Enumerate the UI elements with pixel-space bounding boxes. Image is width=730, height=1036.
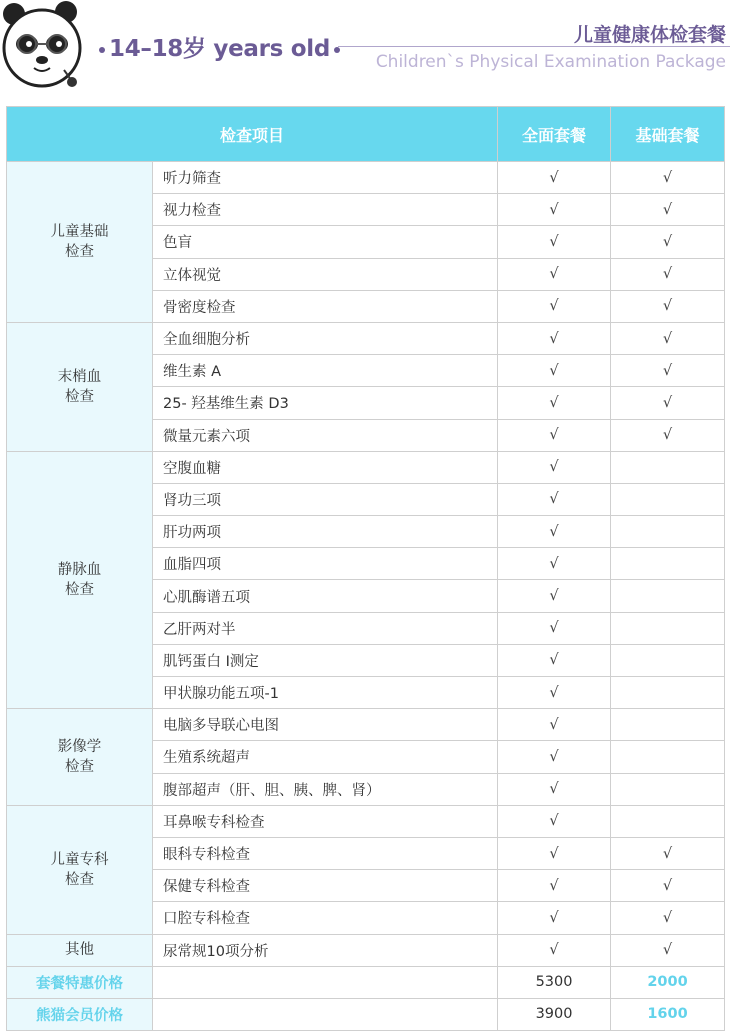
item-name: 尿常规10项分析 xyxy=(153,934,498,966)
full-package-check: √ xyxy=(498,870,611,902)
item-name: 肾功三项 xyxy=(153,483,498,515)
category-cell xyxy=(7,709,153,806)
full-package-check: √ xyxy=(498,644,611,676)
table-row xyxy=(7,162,725,194)
item-name: 生殖系统超声 xyxy=(153,741,498,773)
header-basic-package: 基础套餐 xyxy=(611,107,725,162)
full-package-check: √ xyxy=(498,580,611,612)
basic-package-check xyxy=(611,677,725,709)
basic-package-check xyxy=(611,741,725,773)
category-cell xyxy=(7,162,153,323)
item-name: 乙肝两对半 xyxy=(153,612,498,644)
item-name: 色盲 xyxy=(153,226,498,258)
page-title-cn: 儿童健康体检套餐 xyxy=(573,24,726,46)
price-label: 套餐特惠价格 xyxy=(7,966,153,998)
category-label: 儿童基础 xyxy=(50,223,109,240)
full-package-check: √ xyxy=(498,677,611,709)
full-package-check: √ xyxy=(498,355,611,387)
item-name: 耳鼻喉专科检查 xyxy=(153,805,498,837)
item-name: 心肌酶谱五项 xyxy=(153,580,498,612)
basic-package-check xyxy=(611,516,725,548)
table-body xyxy=(7,162,725,1031)
basic-package-price: 1600 xyxy=(611,998,725,1030)
category-label: 检查 xyxy=(65,581,94,598)
full-package-check: √ xyxy=(498,387,611,419)
header-full-package: 全面套餐 xyxy=(498,107,611,162)
basic-package-check xyxy=(611,805,725,837)
basic-package-check: √ xyxy=(611,837,725,869)
item-name: 微量元素六项 xyxy=(153,419,498,451)
price-row xyxy=(7,998,725,1030)
basic-package-check: √ xyxy=(611,226,725,258)
item-name: 听力筛查 xyxy=(153,162,498,194)
basic-package-check xyxy=(611,709,725,741)
age-range-text: 14–18岁 years old xyxy=(109,36,331,62)
full-package-check: √ xyxy=(498,194,611,226)
basic-package-check xyxy=(611,580,725,612)
full-package-check: √ xyxy=(498,741,611,773)
category-label: 末梢血 xyxy=(57,368,102,385)
item-name: 维生素 A xyxy=(153,355,498,387)
price-empty-cell xyxy=(153,998,498,1030)
item-name: 视力检查 xyxy=(153,194,498,226)
bullet-dot-icon xyxy=(334,47,340,53)
table-row xyxy=(7,322,725,354)
table-header-row xyxy=(7,107,725,162)
basic-package-check: √ xyxy=(611,419,725,451)
full-package-check: √ xyxy=(498,258,611,290)
item-name: 口腔专科检查 xyxy=(153,902,498,934)
full-package-check: √ xyxy=(498,902,611,934)
item-name: 肌钙蛋白 I测定 xyxy=(153,644,498,676)
category-label: 其他 xyxy=(65,942,94,959)
basic-package-check xyxy=(611,612,725,644)
basic-package-check: √ xyxy=(611,162,725,194)
table-row xyxy=(7,805,725,837)
package-table xyxy=(6,106,725,1031)
header-item: 检查项目 xyxy=(7,107,498,162)
full-package-check: √ xyxy=(498,934,611,966)
basic-package-check: √ xyxy=(611,258,725,290)
table-row xyxy=(7,709,725,741)
full-package-check: √ xyxy=(498,322,611,354)
category-cell xyxy=(7,451,153,709)
price-label: 熊猫会员价格 xyxy=(7,998,153,1030)
full-package-check: √ xyxy=(498,516,611,548)
full-package-check: √ xyxy=(498,483,611,515)
item-name: 眼科专科检查 xyxy=(153,837,498,869)
item-name: 25- 羟基维生素 D3 xyxy=(153,387,498,419)
basic-package-check xyxy=(611,451,725,483)
full-package-price: 3900 xyxy=(498,998,611,1030)
basic-package-check: √ xyxy=(611,870,725,902)
full-package-check: √ xyxy=(498,773,611,805)
category-label: 检查 xyxy=(65,243,94,260)
full-package-check: √ xyxy=(498,612,611,644)
category-cell xyxy=(7,934,153,966)
basic-package-check: √ xyxy=(611,194,725,226)
item-name: 骨密度检查 xyxy=(153,290,498,322)
category-label: 静脉血 xyxy=(57,561,102,578)
item-name: 血脂四项 xyxy=(153,548,498,580)
full-package-check: √ xyxy=(498,451,611,483)
table-row xyxy=(7,934,725,966)
item-name: 保健专科检查 xyxy=(153,870,498,902)
item-name: 腹部超声（肝、胆、胰、脾、肾） xyxy=(153,773,498,805)
page-title-en: Children`s Physical Examination Package xyxy=(375,52,726,72)
price-row xyxy=(7,966,725,998)
full-package-price: 5300 xyxy=(498,966,611,998)
item-name: 甲状腺功能五项-1 xyxy=(153,677,498,709)
category-label: 检查 xyxy=(65,871,94,888)
full-package-check: √ xyxy=(498,709,611,741)
full-package-check: √ xyxy=(498,837,611,869)
basic-package-check: √ xyxy=(611,934,725,966)
basic-package-check: √ xyxy=(611,322,725,354)
basic-package-check: √ xyxy=(611,387,725,419)
item-name: 电脑多导联心电图 xyxy=(153,709,498,741)
category-label: 儿童专科 xyxy=(50,851,109,868)
basic-package-check xyxy=(611,773,725,805)
table-row xyxy=(7,451,725,483)
panda-mascot-icon xyxy=(0,0,92,92)
price-empty-cell xyxy=(153,966,498,998)
basic-package-check xyxy=(611,644,725,676)
category-label: 检查 xyxy=(65,758,94,775)
bullet-dot-icon xyxy=(99,47,105,53)
basic-package-check: √ xyxy=(611,290,725,322)
full-package-check: √ xyxy=(498,805,611,837)
item-name: 全血细胞分析 xyxy=(153,322,498,354)
basic-package-price: 2000 xyxy=(611,966,725,998)
item-name: 肝功两项 xyxy=(153,516,498,548)
item-name: 空腹血糖 xyxy=(153,451,498,483)
full-package-check: √ xyxy=(498,226,611,258)
category-cell xyxy=(7,322,153,451)
full-package-check: √ xyxy=(498,290,611,322)
full-package-check: √ xyxy=(498,548,611,580)
category-label: 检查 xyxy=(65,388,94,405)
age-range-label xyxy=(95,30,344,63)
category-cell xyxy=(7,805,153,934)
full-package-check: √ xyxy=(498,419,611,451)
basic-package-check: √ xyxy=(611,355,725,387)
full-package-check: √ xyxy=(498,162,611,194)
page-header xyxy=(0,0,730,106)
item-name: 立体视觉 xyxy=(153,258,498,290)
basic-package-check xyxy=(611,548,725,580)
basic-package-check: √ xyxy=(611,902,725,934)
basic-package-check xyxy=(611,483,725,515)
category-label: 影像学 xyxy=(57,738,102,755)
